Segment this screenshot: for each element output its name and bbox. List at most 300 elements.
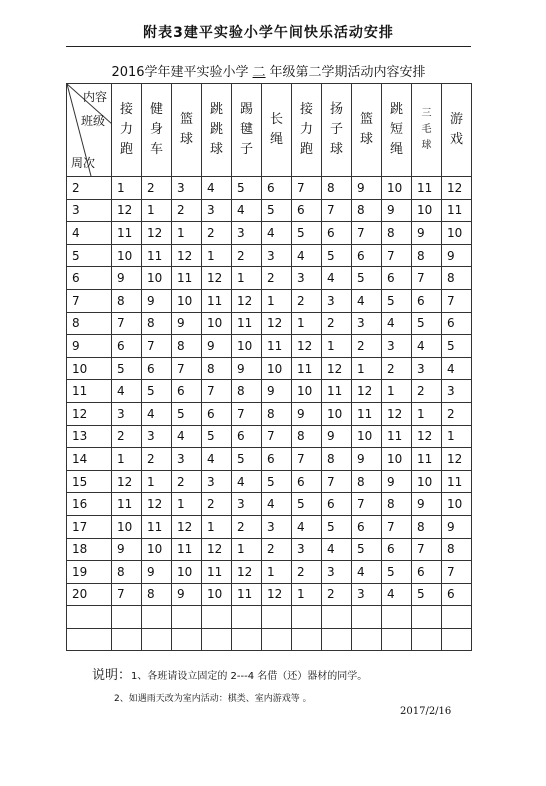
class-number-cell: 12	[412, 425, 442, 448]
class-number-cell: 10	[232, 335, 262, 358]
class-number-cell: 3	[232, 222, 262, 245]
table-row	[67, 222, 472, 245]
class-number-cell: 10	[442, 222, 472, 245]
activity-header: 跳短绳	[382, 84, 412, 177]
class-number-cell: 8	[352, 199, 382, 222]
class-number-cell: 5	[232, 177, 262, 200]
corner-label-week: 周次	[71, 156, 96, 170]
class-number-cell: 4	[382, 583, 412, 606]
class-number-cell: 4	[202, 448, 232, 471]
week-cell: 2	[67, 177, 112, 200]
class-number-cell: 6	[322, 222, 352, 245]
class-number-cell: 1	[352, 357, 382, 380]
class-number-cell: 12	[442, 448, 472, 471]
class-number-cell: 8	[112, 289, 142, 312]
class-number-cell: 5	[412, 312, 442, 335]
class-number-cell: 1	[232, 267, 262, 290]
class-number-cell: 12	[172, 515, 202, 538]
class-number-cell: 9	[172, 312, 202, 335]
table-row	[67, 628, 472, 651]
class-number-cell: 2	[412, 380, 442, 403]
class-number-cell: 7	[232, 402, 262, 425]
class-number-cell: 2	[292, 289, 322, 312]
class-number-cell	[262, 606, 292, 629]
class-number-cell	[412, 628, 442, 651]
class-number-cell: 1	[232, 538, 262, 561]
class-number-cell: 11	[322, 380, 352, 403]
activity-header: 接力跑	[112, 84, 142, 177]
class-number-cell: 5	[172, 402, 202, 425]
class-number-cell: 1	[202, 515, 232, 538]
class-number-cell: 12	[292, 335, 322, 358]
week-cell: 10	[67, 357, 112, 380]
week-cell: 12	[67, 402, 112, 425]
class-number-cell: 12	[382, 402, 412, 425]
corner-label-content: 内容	[82, 90, 107, 104]
class-number-cell: 10	[202, 583, 232, 606]
week-cell: 7	[67, 289, 112, 312]
table-row	[67, 448, 472, 471]
class-number-cell: 3	[232, 493, 262, 516]
week-cell: 11	[67, 380, 112, 403]
class-number-cell: 10	[412, 470, 442, 493]
class-number-cell: 12	[172, 244, 202, 267]
class-number-cell: 11	[172, 538, 202, 561]
table-row	[67, 470, 472, 493]
table-row	[67, 199, 472, 222]
class-number-cell: 10	[142, 538, 172, 561]
class-number-cell: 9	[412, 222, 442, 245]
class-number-cell: 4	[202, 177, 232, 200]
table-row	[67, 380, 472, 403]
class-number-cell: 7	[322, 470, 352, 493]
activity-header: 游戏	[442, 84, 472, 177]
class-number-cell: 5	[412, 583, 442, 606]
class-number-cell: 9	[352, 177, 382, 200]
class-number-cell: 5	[232, 448, 262, 471]
class-number-cell: 8	[442, 538, 472, 561]
week-cell: 14	[67, 448, 112, 471]
week-cell: 13	[67, 425, 112, 448]
class-number-cell: 3	[262, 515, 292, 538]
table-row	[67, 177, 472, 200]
class-number-cell: 9	[442, 244, 472, 267]
class-number-cell: 12	[262, 583, 292, 606]
class-number-cell: 10	[382, 177, 412, 200]
class-number-cell: 7	[292, 177, 322, 200]
class-number-cell: 12	[262, 312, 292, 335]
class-number-cell: 1	[262, 561, 292, 584]
table-row	[67, 312, 472, 335]
class-number-cell: 9	[142, 561, 172, 584]
class-number-cell: 9	[382, 199, 412, 222]
class-number-cell: 10	[442, 493, 472, 516]
class-number-cell: 6	[412, 289, 442, 312]
class-number-cell: 6	[232, 425, 262, 448]
class-number-cell: 2	[322, 583, 352, 606]
class-number-cell: 7	[262, 425, 292, 448]
table-row	[67, 493, 472, 516]
class-number-cell: 1	[202, 244, 232, 267]
table-row	[67, 289, 472, 312]
class-number-cell	[412, 606, 442, 629]
class-number-cell: 2	[202, 493, 232, 516]
class-number-cell: 1	[262, 289, 292, 312]
class-number-cell: 11	[382, 425, 412, 448]
class-number-cell: 6	[262, 448, 292, 471]
class-number-cell: 10	[262, 357, 292, 380]
class-number-cell: 7	[412, 267, 442, 290]
class-number-cell: 4	[322, 538, 352, 561]
class-number-cell	[172, 606, 202, 629]
class-number-cell	[442, 606, 472, 629]
header-divider	[66, 46, 471, 47]
class-number-cell	[322, 606, 352, 629]
class-number-cell: 8	[382, 493, 412, 516]
class-number-cell: 5	[262, 470, 292, 493]
table-row	[67, 606, 472, 629]
week-cell: 3	[67, 199, 112, 222]
class-number-cell: 5	[292, 222, 322, 245]
table-title	[66, 61, 471, 80]
table-row	[67, 538, 472, 561]
note-line-2: 2、如遇雨天改为室内活动：棋类、室内游戏等 。	[114, 694, 312, 704]
class-number-cell: 10	[292, 380, 322, 403]
class-number-cell: 6	[442, 312, 472, 335]
class-number-cell: 2	[202, 222, 232, 245]
activity-header: 踢毽子	[232, 84, 262, 177]
class-number-cell	[112, 628, 142, 651]
class-number-cell: 8	[142, 583, 172, 606]
week-cell: 20	[67, 583, 112, 606]
class-number-cell: 8	[172, 335, 202, 358]
class-number-cell: 9	[412, 493, 442, 516]
class-number-cell: 11	[202, 561, 232, 584]
class-number-cell: 11	[352, 402, 382, 425]
activity-header: 篮球	[172, 84, 202, 177]
table-row	[67, 515, 472, 538]
class-number-cell: 4	[322, 267, 352, 290]
document-header: 附表3建平实验小学午间快乐活动安排	[143, 25, 394, 41]
class-number-cell: 7	[352, 493, 382, 516]
class-number-cell: 10	[412, 199, 442, 222]
class-number-cell	[352, 628, 382, 651]
class-number-cell: 1	[172, 222, 202, 245]
class-number-cell: 3	[202, 199, 232, 222]
week-cell	[67, 628, 112, 651]
class-number-cell: 5	[382, 289, 412, 312]
week-cell	[67, 606, 112, 629]
class-number-cell: 6	[142, 357, 172, 380]
class-number-cell	[292, 628, 322, 651]
class-number-cell: 2	[142, 448, 172, 471]
note-label: 说明：	[92, 668, 132, 683]
class-number-cell: 4	[382, 312, 412, 335]
class-number-cell: 9	[322, 425, 352, 448]
class-number-cell: 10	[172, 289, 202, 312]
class-number-cell: 3	[292, 538, 322, 561]
class-number-cell: 8	[232, 380, 262, 403]
table-row	[67, 335, 472, 358]
class-number-cell: 9	[262, 380, 292, 403]
class-number-cell: 7	[442, 561, 472, 584]
class-number-cell: 10	[112, 515, 142, 538]
class-number-cell: 5	[352, 267, 382, 290]
class-number-cell: 3	[412, 357, 442, 380]
class-number-cell: 2	[262, 538, 292, 561]
class-number-cell: 11	[412, 177, 442, 200]
week-cell: 17	[67, 515, 112, 538]
class-number-cell: 2	[322, 312, 352, 335]
class-number-cell: 11	[142, 515, 172, 538]
class-number-cell: 8	[352, 470, 382, 493]
class-number-cell	[442, 628, 472, 651]
document-date: 2017/2/16	[400, 706, 452, 717]
class-number-cell: 6	[352, 244, 382, 267]
activity-header: 三毛球	[412, 84, 442, 177]
class-number-cell	[322, 628, 352, 651]
class-number-cell: 6	[382, 267, 412, 290]
class-number-cell: 4	[232, 470, 262, 493]
class-number-cell: 11	[202, 289, 232, 312]
class-number-cell: 9	[202, 335, 232, 358]
class-number-cell: 11	[442, 470, 472, 493]
header-row	[67, 84, 472, 177]
class-number-cell: 1	[112, 177, 142, 200]
class-number-cell	[142, 606, 172, 629]
class-number-cell: 3	[262, 244, 292, 267]
week-cell: 6	[67, 267, 112, 290]
class-number-cell: 8	[202, 357, 232, 380]
class-number-cell: 6	[262, 177, 292, 200]
class-number-cell	[352, 606, 382, 629]
table-row	[67, 583, 472, 606]
class-number-cell: 2	[352, 335, 382, 358]
week-cell: 8	[67, 312, 112, 335]
class-number-cell: 11	[232, 312, 262, 335]
class-number-cell: 6	[112, 335, 142, 358]
class-number-cell	[382, 606, 412, 629]
class-number-cell: 10	[322, 402, 352, 425]
class-number-cell: 11	[172, 267, 202, 290]
class-number-cell: 12	[142, 493, 172, 516]
class-number-cell: 8	[442, 267, 472, 290]
class-number-cell: 1	[442, 425, 472, 448]
class-number-cell: 3	[112, 402, 142, 425]
corner-label-class: 班级	[81, 114, 106, 128]
class-number-cell: 8	[412, 244, 442, 267]
week-cell: 5	[67, 244, 112, 267]
class-number-cell: 9	[232, 357, 262, 380]
class-number-cell: 9	[142, 289, 172, 312]
class-number-cell: 12	[442, 177, 472, 200]
class-number-cell: 8	[292, 425, 322, 448]
class-number-cell: 5	[292, 493, 322, 516]
class-number-cell: 2	[112, 425, 142, 448]
class-number-cell: 8	[322, 448, 352, 471]
class-number-cell: 12	[112, 199, 142, 222]
class-number-cell: 1	[172, 493, 202, 516]
class-number-cell: 8	[142, 312, 172, 335]
class-number-cell: 12	[232, 289, 262, 312]
class-number-cell: 4	[352, 289, 382, 312]
title-prefix: 2016学年建平实验小学	[111, 65, 249, 80]
class-number-cell: 4	[112, 380, 142, 403]
class-number-cell: 11	[142, 244, 172, 267]
class-number-cell: 9	[292, 402, 322, 425]
class-number-cell: 1	[142, 199, 172, 222]
class-number-cell: 10	[352, 425, 382, 448]
class-number-cell: 8	[412, 515, 442, 538]
class-number-cell: 1	[292, 312, 322, 335]
activity-header: 篮球	[352, 84, 382, 177]
class-number-cell: 5	[322, 244, 352, 267]
class-number-cell: 9	[352, 448, 382, 471]
class-number-cell: 4	[352, 561, 382, 584]
activity-header: 扬子球	[322, 84, 352, 177]
class-number-cell: 6	[352, 515, 382, 538]
class-number-cell: 10	[382, 448, 412, 471]
class-number-cell: 5	[112, 357, 142, 380]
table-row	[67, 561, 472, 584]
class-number-cell: 1	[112, 448, 142, 471]
class-number-cell: 3	[142, 425, 172, 448]
class-number-cell: 4	[262, 222, 292, 245]
class-number-cell	[292, 606, 322, 629]
class-number-cell: 5	[442, 335, 472, 358]
class-number-cell: 5	[322, 515, 352, 538]
class-number-cell: 7	[382, 515, 412, 538]
class-number-cell: 1	[142, 470, 172, 493]
week-cell: 4	[67, 222, 112, 245]
class-number-cell: 11	[112, 222, 142, 245]
class-number-cell: 2	[172, 470, 202, 493]
class-number-cell	[232, 628, 262, 651]
class-number-cell: 5	[382, 561, 412, 584]
class-number-cell: 5	[352, 538, 382, 561]
class-number-cell: 3	[322, 561, 352, 584]
class-number-cell: 3	[172, 177, 202, 200]
activity-header: 健身车	[142, 84, 172, 177]
class-number-cell: 10	[172, 561, 202, 584]
week-cell: 19	[67, 561, 112, 584]
week-cell: 15	[67, 470, 112, 493]
class-number-cell: 7	[172, 357, 202, 380]
class-number-cell: 4	[142, 402, 172, 425]
class-number-cell: 7	[442, 289, 472, 312]
table-row	[67, 402, 472, 425]
class-number-cell	[202, 628, 232, 651]
class-number-cell: 1	[382, 380, 412, 403]
class-number-cell: 4	[412, 335, 442, 358]
week-cell: 16	[67, 493, 112, 516]
class-number-cell: 12	[112, 470, 142, 493]
class-number-cell: 1	[412, 402, 442, 425]
class-number-cell: 5	[262, 199, 292, 222]
class-number-cell: 2	[382, 357, 412, 380]
week-cell: 9	[67, 335, 112, 358]
class-number-cell: 12	[202, 267, 232, 290]
class-number-cell: 11	[442, 199, 472, 222]
class-number-cell: 3	[292, 267, 322, 290]
class-number-cell	[232, 606, 262, 629]
class-number-cell: 6	[322, 493, 352, 516]
class-number-cell: 11	[112, 493, 142, 516]
corner-cell	[67, 84, 112, 177]
class-number-cell: 2	[232, 515, 262, 538]
class-number-cell: 11	[232, 583, 262, 606]
class-number-cell: 11	[262, 335, 292, 358]
note-line-1	[92, 664, 367, 683]
class-number-cell: 2	[232, 244, 262, 267]
class-number-cell: 7	[202, 380, 232, 403]
class-number-cell: 7	[112, 312, 142, 335]
class-number-cell: 5	[142, 380, 172, 403]
class-number-cell: 4	[292, 244, 322, 267]
class-number-cell: 4	[262, 493, 292, 516]
class-number-cell	[112, 606, 142, 629]
table-row	[67, 357, 472, 380]
class-number-cell: 1	[322, 335, 352, 358]
class-number-cell: 10	[112, 244, 142, 267]
class-number-cell: 8	[322, 177, 352, 200]
class-number-cell: 3	[382, 335, 412, 358]
activity-header: 接力跑	[292, 84, 322, 177]
class-number-cell: 7	[382, 244, 412, 267]
class-number-cell: 6	[202, 402, 232, 425]
class-number-cell: 6	[292, 199, 322, 222]
title-suffix: 年级第二学期活动内容安排	[269, 65, 426, 80]
class-number-cell: 8	[262, 402, 292, 425]
class-number-cell: 7	[112, 583, 142, 606]
class-number-cell	[382, 628, 412, 651]
class-number-cell: 2	[292, 561, 322, 584]
class-number-cell: 9	[382, 470, 412, 493]
activity-header: 长绳	[262, 84, 292, 177]
class-number-cell: 7	[292, 448, 322, 471]
class-number-cell	[202, 606, 232, 629]
class-number-cell: 3	[172, 448, 202, 471]
class-number-cell	[262, 628, 292, 651]
class-number-cell: 9	[112, 267, 142, 290]
class-number-cell: 9	[112, 538, 142, 561]
class-number-cell: 10	[142, 267, 172, 290]
class-number-cell: 7	[352, 222, 382, 245]
class-number-cell: 6	[172, 380, 202, 403]
class-number-cell: 5	[202, 425, 232, 448]
schedule-body	[67, 177, 472, 651]
class-number-cell: 2	[172, 199, 202, 222]
table-row	[67, 244, 472, 267]
class-number-cell: 11	[292, 357, 322, 380]
class-number-cell: 4	[292, 515, 322, 538]
title-grade: 二	[252, 65, 266, 80]
table-row	[67, 425, 472, 448]
class-number-cell: 12	[322, 357, 352, 380]
class-number-cell: 2	[262, 267, 292, 290]
class-number-cell: 2	[442, 402, 472, 425]
class-number-cell: 3	[352, 583, 382, 606]
class-number-cell: 6	[442, 583, 472, 606]
class-number-cell: 6	[382, 538, 412, 561]
class-number-cell: 10	[202, 312, 232, 335]
activity-schedule-table	[66, 83, 472, 651]
class-number-cell: 9	[172, 583, 202, 606]
class-number-cell: 7	[142, 335, 172, 358]
class-number-cell: 4	[232, 199, 262, 222]
activity-header: 跳跳球	[202, 84, 232, 177]
class-number-cell: 9	[442, 515, 472, 538]
